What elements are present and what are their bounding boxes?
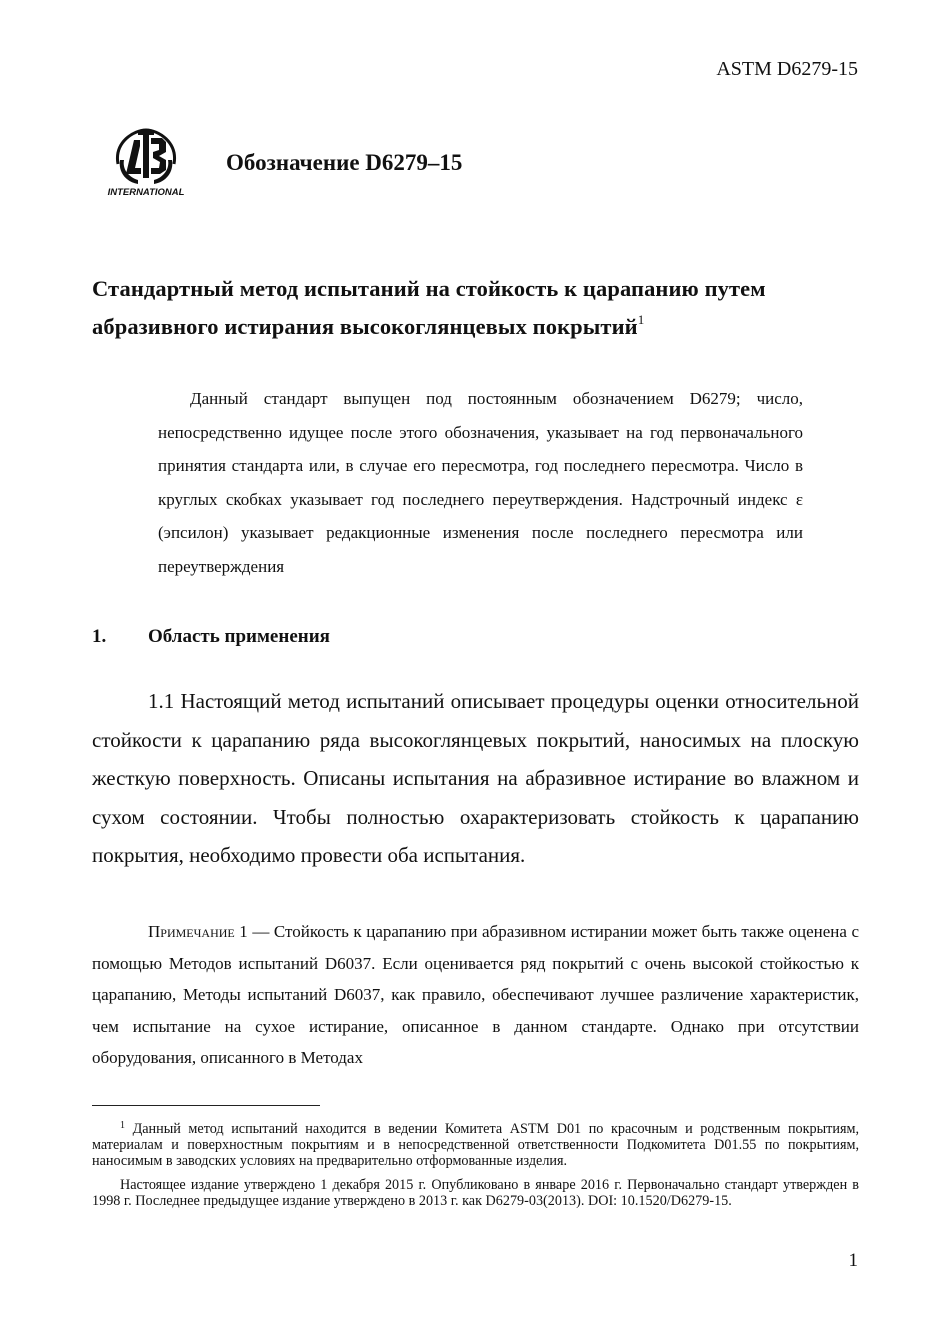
logo-wordmark: INTERNATIONAL: [107, 187, 185, 198]
section-number: 1.: [92, 626, 107, 647]
footnote-1: [92, 1122, 859, 1169]
note-lead: Примечание 1: [148, 922, 248, 941]
astm-logo-icon: [104, 124, 188, 198]
note-1: [92, 916, 859, 1074]
footnote-divider: [92, 1105, 320, 1106]
footnote-2: Настоящее издание утверждено 1 декабря 2015 г. Опубликовано в январе 2016 г. Первоначально стандарт утвержден в 1998 г. Последнее предыдущее издание утверждено в 2013 г. как D6279-03(2013). DOI: 10.1520/D6279-15.: [92, 1177, 859, 1209]
title-text: Стандартный метод испытаний на стойкость к царапанию путем абразивного истирания высокоглянцевых покрытий: [92, 276, 766, 339]
designation-notice: Данный стандарт выпущен под постоянным обозначением D6279; число, непосредственно идущее после этого обозначения, указывает на год первоначального принятия стандарта или, в случае его пересмотра, год последнего пересмотра. Число в круглых скобках указывает год последнего переутверждения. Надстрочный индекс ε (эпсилон) указывает редакционные изменения после последнего пересмотра или переутверждения: [158, 389, 803, 576]
note-text: — Стойкость к царапанию при абразивном истирании может быть также оценена с помощью Методов испытаний D6037. Если оценивается ряд покрытий с очень высокой стойкостью к царапанию, Методы испытаний D6037, как правило, обеспечивают лучшее различение характеристик, чем испытание на сухое истирание, описанное в данном стандарте. Однако при отсутствии оборудования, описанного в Методах: [92, 922, 859, 1067]
footnote-1-text: Данный метод испытаний находится в ведении Комитета ASTM D01 по красочным и родственным покрытиям, материалам и поверхностным покрытиям и в непосредственной ответственности Подкомитета D01.55 по покрытиям, наносимым в заводских условиях на предварительно отформованные изделия.: [92, 1121, 859, 1169]
running-head: ASTM D6279-15: [716, 58, 858, 80]
designation: Обозначение D6279–15: [226, 150, 463, 175]
section-title: Область применения: [148, 626, 330, 647]
page-number: 1: [848, 1250, 858, 1271]
footnote-1-mark: 1: [120, 1120, 125, 1131]
paragraph-1-1: 1.1 Настоящий метод испытаний описывает процедуры оценки относительной стойкости к царапанию ряда высокоглянцевых покрытий, наносимых на плоскую жесткую поверхность. Описаны испытания на абразивное истирание во влажном и сухом состоянии. Чтобы полностью охарактеризовать стойкость к царапанию покрытия, необходимо провести оба испытания.: [92, 689, 859, 868]
title-footnote-mark: 1: [637, 312, 645, 327]
document-title: [92, 270, 872, 346]
